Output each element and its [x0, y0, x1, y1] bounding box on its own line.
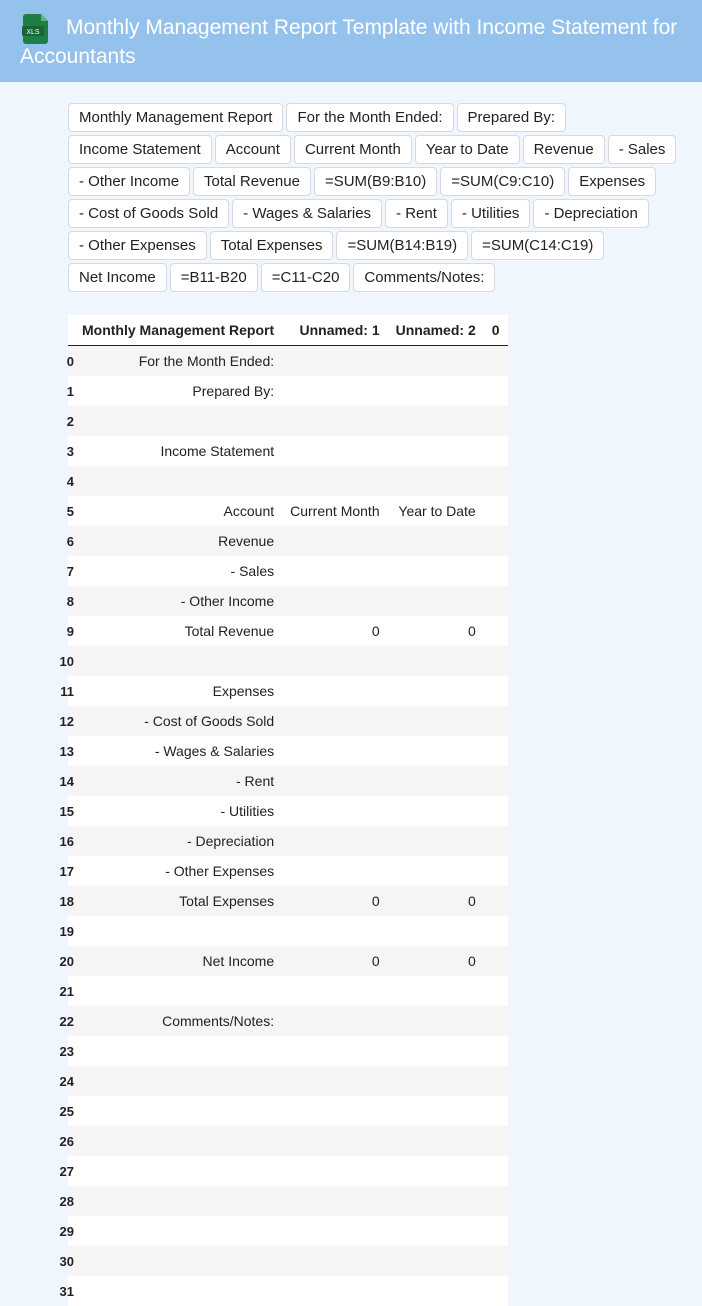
- row-index-label: 12: [68, 714, 74, 729]
- table-cell: [282, 346, 387, 377]
- table-cell: Prepared By:: [74, 376, 282, 406]
- table-row: [68, 1006, 508, 1036]
- cell-chip[interactable]: Total Expenses: [210, 231, 334, 260]
- row-index-label: 15: [68, 804, 74, 819]
- table-cell: [484, 1126, 508, 1156]
- table-cell: - Utilities: [74, 796, 282, 826]
- table-cell: [484, 706, 508, 736]
- table-cell: [484, 1186, 508, 1216]
- xls-icon-label: XLS: [26, 29, 40, 36]
- column-header: Monthly Management Report: [74, 315, 282, 346]
- table-cell: 0: [282, 886, 387, 916]
- table-cell: [388, 586, 484, 616]
- table-cell: [74, 1036, 282, 1066]
- table-row: [68, 1276, 508, 1306]
- table-cell: [282, 1126, 387, 1156]
- cell-chip[interactable]: =C11-C20: [261, 263, 351, 292]
- table-row: [68, 346, 508, 377]
- table-cell: [388, 676, 484, 706]
- table-cell: [282, 556, 387, 586]
- row-index-label: 9: [68, 624, 74, 639]
- table-cell: [484, 976, 508, 1006]
- table-cell: [388, 1126, 484, 1156]
- table-cell: [484, 736, 508, 766]
- table-row: [68, 376, 508, 406]
- table-cell: [282, 916, 387, 946]
- table-cell: [484, 1276, 508, 1306]
- table-cell: - Depreciation: [74, 826, 282, 856]
- table-row: [68, 616, 508, 646]
- row-index-label: 30: [68, 1254, 74, 1269]
- table-cell: Comments/Notes:: [74, 1006, 282, 1036]
- table-cell: [74, 1276, 282, 1306]
- table-cell: [388, 526, 484, 556]
- table-cell: [74, 1216, 282, 1246]
- table-cell: [388, 1096, 484, 1126]
- cell-chip[interactable]: Revenue: [523, 135, 605, 164]
- cell-chip[interactable]: Account: [215, 135, 291, 164]
- table-cell: [388, 346, 484, 377]
- column-header: 0: [484, 315, 508, 346]
- table-cell: [282, 646, 387, 676]
- table-cell: [484, 676, 508, 706]
- cell-chip[interactable]: - Cost of Goods Sold: [68, 199, 229, 228]
- table-row: [68, 796, 508, 826]
- table-cell: [282, 1216, 387, 1246]
- row-index-label: 3: [68, 444, 74, 459]
- cell-chip[interactable]: Total Revenue: [193, 167, 311, 196]
- table-cell: [74, 466, 282, 496]
- table-cell: [388, 1246, 484, 1276]
- table-cell: Expenses: [74, 676, 282, 706]
- cell-chip[interactable]: Prepared By:: [457, 103, 567, 132]
- cell-chip[interactable]: =SUM(C14:C19): [471, 231, 604, 260]
- table-cell: [388, 1156, 484, 1186]
- table-cell: [388, 1216, 484, 1246]
- table-cell: [282, 856, 387, 886]
- table-cell: [74, 1246, 282, 1276]
- table-cell: [74, 916, 282, 946]
- row-index-label: 5: [68, 504, 74, 519]
- table-cell: [484, 376, 508, 406]
- table-cell: [388, 736, 484, 766]
- table-row: [68, 826, 508, 856]
- row-index-label: 27: [68, 1164, 74, 1179]
- table-cell: - Sales: [74, 556, 282, 586]
- table-cell: [388, 376, 484, 406]
- table-cell: [484, 616, 508, 646]
- table-cell: [484, 1036, 508, 1066]
- table-row: [68, 1156, 508, 1186]
- table-row: [68, 1126, 508, 1156]
- table-cell: [282, 676, 387, 706]
- table-cell: [388, 976, 484, 1006]
- table-cell: Total Revenue: [74, 616, 282, 646]
- row-index-label: 31: [68, 1284, 74, 1299]
- table-row: [68, 886, 508, 916]
- table-cell: - Cost of Goods Sold: [74, 706, 282, 736]
- table-row: [68, 496, 508, 526]
- table-cell: [282, 1156, 387, 1186]
- table-cell: 0: [388, 946, 484, 976]
- cell-chip[interactable]: =B11-B20: [170, 263, 258, 292]
- table-cell: [282, 1186, 387, 1216]
- table-row: [68, 946, 508, 976]
- row-index-label: 0: [68, 354, 74, 369]
- row-index-label: 16: [68, 834, 74, 849]
- row-index-label: 10: [68, 654, 74, 669]
- cell-chip[interactable]: - Rent: [385, 199, 448, 228]
- table-cell: [484, 766, 508, 796]
- table-row: [68, 1246, 508, 1276]
- table-cell: [388, 766, 484, 796]
- cell-chip[interactable]: =SUM(C9:C10): [440, 167, 565, 196]
- table-cell: [388, 466, 484, 496]
- cell-chip[interactable]: Year to Date: [415, 135, 520, 164]
- cell-chip[interactable]: - Other Income: [68, 167, 190, 196]
- table-cell: Year to Date: [388, 496, 484, 526]
- row-index-label: 11: [68, 684, 74, 699]
- table-cell: [282, 1066, 387, 1096]
- table-cell: - Other Income: [74, 586, 282, 616]
- row-index-label: 20: [68, 954, 74, 969]
- table-cell: [282, 826, 387, 856]
- table-row: [68, 706, 508, 736]
- table-row: [68, 856, 508, 886]
- table-row: [68, 676, 508, 706]
- table-cell: [484, 556, 508, 586]
- cell-chip[interactable]: Expenses: [568, 167, 656, 196]
- table-cell: [74, 1186, 282, 1216]
- table-row: [68, 1216, 508, 1246]
- table-row: [68, 1186, 508, 1216]
- table-cell: Net Income: [74, 946, 282, 976]
- page-title: Monthly Management Report Template with Income Statement for Accountants: [20, 13, 690, 71]
- table-cell: [282, 736, 387, 766]
- table-cell: [484, 466, 508, 496]
- table-cell: [282, 1006, 387, 1036]
- table-cell: [484, 856, 508, 886]
- cell-chip[interactable]: Comments/Notes:: [353, 263, 495, 292]
- table-cell: [388, 1186, 484, 1216]
- row-index-label: 21: [68, 984, 74, 999]
- table-cell: [282, 1276, 387, 1306]
- table-cell: [484, 346, 508, 377]
- table-cell: [484, 1246, 508, 1276]
- table-cell: [74, 406, 282, 436]
- row-index-label: 25: [68, 1104, 74, 1119]
- table-row: [68, 526, 508, 556]
- row-index-label: 22: [68, 1014, 74, 1029]
- table-cell: [388, 1006, 484, 1036]
- cell-chip[interactable]: - Sales: [608, 135, 677, 164]
- table-cell: [282, 706, 387, 736]
- row-index-label: 7: [68, 564, 74, 579]
- table-row: [68, 646, 508, 676]
- table-cell: [282, 436, 387, 466]
- table-cell: [74, 646, 282, 676]
- table-cell: Current Month: [282, 496, 387, 526]
- data-table: [68, 315, 508, 1306]
- cell-chip[interactable]: - Wages & Salaries: [232, 199, 382, 228]
- table-cell: - Wages & Salaries: [74, 736, 282, 766]
- row-index-label: 4: [68, 474, 74, 489]
- row-index-label: 17: [68, 864, 74, 879]
- table-cell: [484, 406, 508, 436]
- row-index-label: 2: [68, 414, 74, 429]
- table-cell: [282, 1246, 387, 1276]
- table-cell: [484, 1156, 508, 1186]
- cell-chip[interactable]: Income Statement: [68, 135, 212, 164]
- row-index-label: 14: [68, 774, 74, 789]
- table-cell: - Other Expenses: [74, 856, 282, 886]
- cell-chip[interactable]: Net Income: [68, 263, 167, 292]
- table-cell: [388, 1276, 484, 1306]
- table-row: [68, 1036, 508, 1066]
- table-cell: [74, 1156, 282, 1186]
- table-cell: [484, 1216, 508, 1246]
- row-index-label: 13: [68, 744, 74, 759]
- table-cell: [484, 886, 508, 916]
- table-cell: [282, 1096, 387, 1126]
- table-cell: Income Statement: [74, 436, 282, 466]
- table-cell: [74, 1096, 282, 1126]
- table-cell: [484, 826, 508, 856]
- cell-chip[interactable]: Current Month: [294, 135, 412, 164]
- table-cell: 0: [388, 886, 484, 916]
- table-cell: [282, 766, 387, 796]
- table-row: [68, 1066, 508, 1096]
- row-index-label: 18: [68, 894, 74, 909]
- table-row: [68, 976, 508, 1006]
- row-index-label: 29: [68, 1224, 74, 1239]
- table-cell: [282, 406, 387, 436]
- data-table-container: [68, 315, 506, 1306]
- table-row: [68, 766, 508, 796]
- row-index-label: 6: [68, 534, 74, 549]
- table-cell: [388, 1066, 484, 1096]
- row-index-label: 26: [68, 1134, 74, 1149]
- table-cell: [388, 706, 484, 736]
- table-cell: [388, 796, 484, 826]
- table-cell: [388, 1036, 484, 1066]
- table-row: [68, 556, 508, 586]
- table-cell: [282, 526, 387, 556]
- page-header: [0, 0, 702, 82]
- table-cell: [388, 556, 484, 586]
- cell-chip[interactable]: =SUM(B9:B10): [314, 167, 437, 196]
- table-cell: For the Month Ended:: [74, 346, 282, 377]
- table-cell: [388, 646, 484, 676]
- table-cell: [74, 1126, 282, 1156]
- row-index-label: 19: [68, 924, 74, 939]
- table-row: [68, 1096, 508, 1126]
- table-cell: [484, 916, 508, 946]
- row-index-label: 8: [68, 594, 74, 609]
- row-index-label: 1: [68, 384, 74, 399]
- row-index-label: 28: [68, 1194, 74, 1209]
- table-cell: [282, 466, 387, 496]
- cell-chip[interactable]: - Other Expenses: [68, 231, 207, 260]
- cell-chip-list: [68, 103, 698, 292]
- table-cell: [484, 436, 508, 466]
- table-cell: [484, 1066, 508, 1096]
- table-cell: [388, 856, 484, 886]
- cell-chip[interactable]: =SUM(B14:B19): [336, 231, 468, 260]
- table-cell: [282, 796, 387, 826]
- table-cell: [484, 646, 508, 676]
- table-cell: [484, 1006, 508, 1036]
- table-cell: Total Expenses: [74, 886, 282, 916]
- row-index-label: 24: [68, 1074, 74, 1089]
- column-header: Unnamed: 2: [388, 315, 484, 346]
- table-body: [68, 346, 508, 1306]
- table-cell: [484, 526, 508, 556]
- table-cell: [484, 496, 508, 526]
- cell-chip[interactable]: Monthly Management Report: [68, 103, 283, 132]
- table-cell: [388, 436, 484, 466]
- row-index-label: 23: [68, 1044, 74, 1059]
- table-cell: [484, 1096, 508, 1126]
- cell-chip[interactable]: - Utilities: [451, 199, 531, 228]
- table-row: [68, 466, 508, 496]
- table-cell: [388, 916, 484, 946]
- table-cell: [282, 1036, 387, 1066]
- table-row: [68, 736, 508, 766]
- table-row: [68, 586, 508, 616]
- cell-chip[interactable]: For the Month Ended:: [286, 103, 453, 132]
- table-cell: [484, 796, 508, 826]
- cell-chip[interactable]: - Depreciation: [533, 199, 648, 228]
- table-cell: [388, 826, 484, 856]
- table-cell: 0: [282, 616, 387, 646]
- table-cell: [484, 946, 508, 976]
- table-cell: [282, 976, 387, 1006]
- table-cell: [74, 976, 282, 1006]
- table-cell: [282, 376, 387, 406]
- table-cell: [74, 1066, 282, 1096]
- table-cell: 0: [388, 616, 484, 646]
- table-row: [68, 406, 508, 436]
- table-cell: - Rent: [74, 766, 282, 796]
- table-row: [68, 436, 508, 466]
- table-cell: [484, 586, 508, 616]
- table-cell: [282, 586, 387, 616]
- table-row: [68, 916, 508, 946]
- table-cell: Account: [74, 496, 282, 526]
- table-cell: Revenue: [74, 526, 282, 556]
- table-cell: [388, 406, 484, 436]
- table-cell: 0: [282, 946, 387, 976]
- column-header: Unnamed: 1: [282, 315, 387, 346]
- table-header-row: [68, 315, 508, 346]
